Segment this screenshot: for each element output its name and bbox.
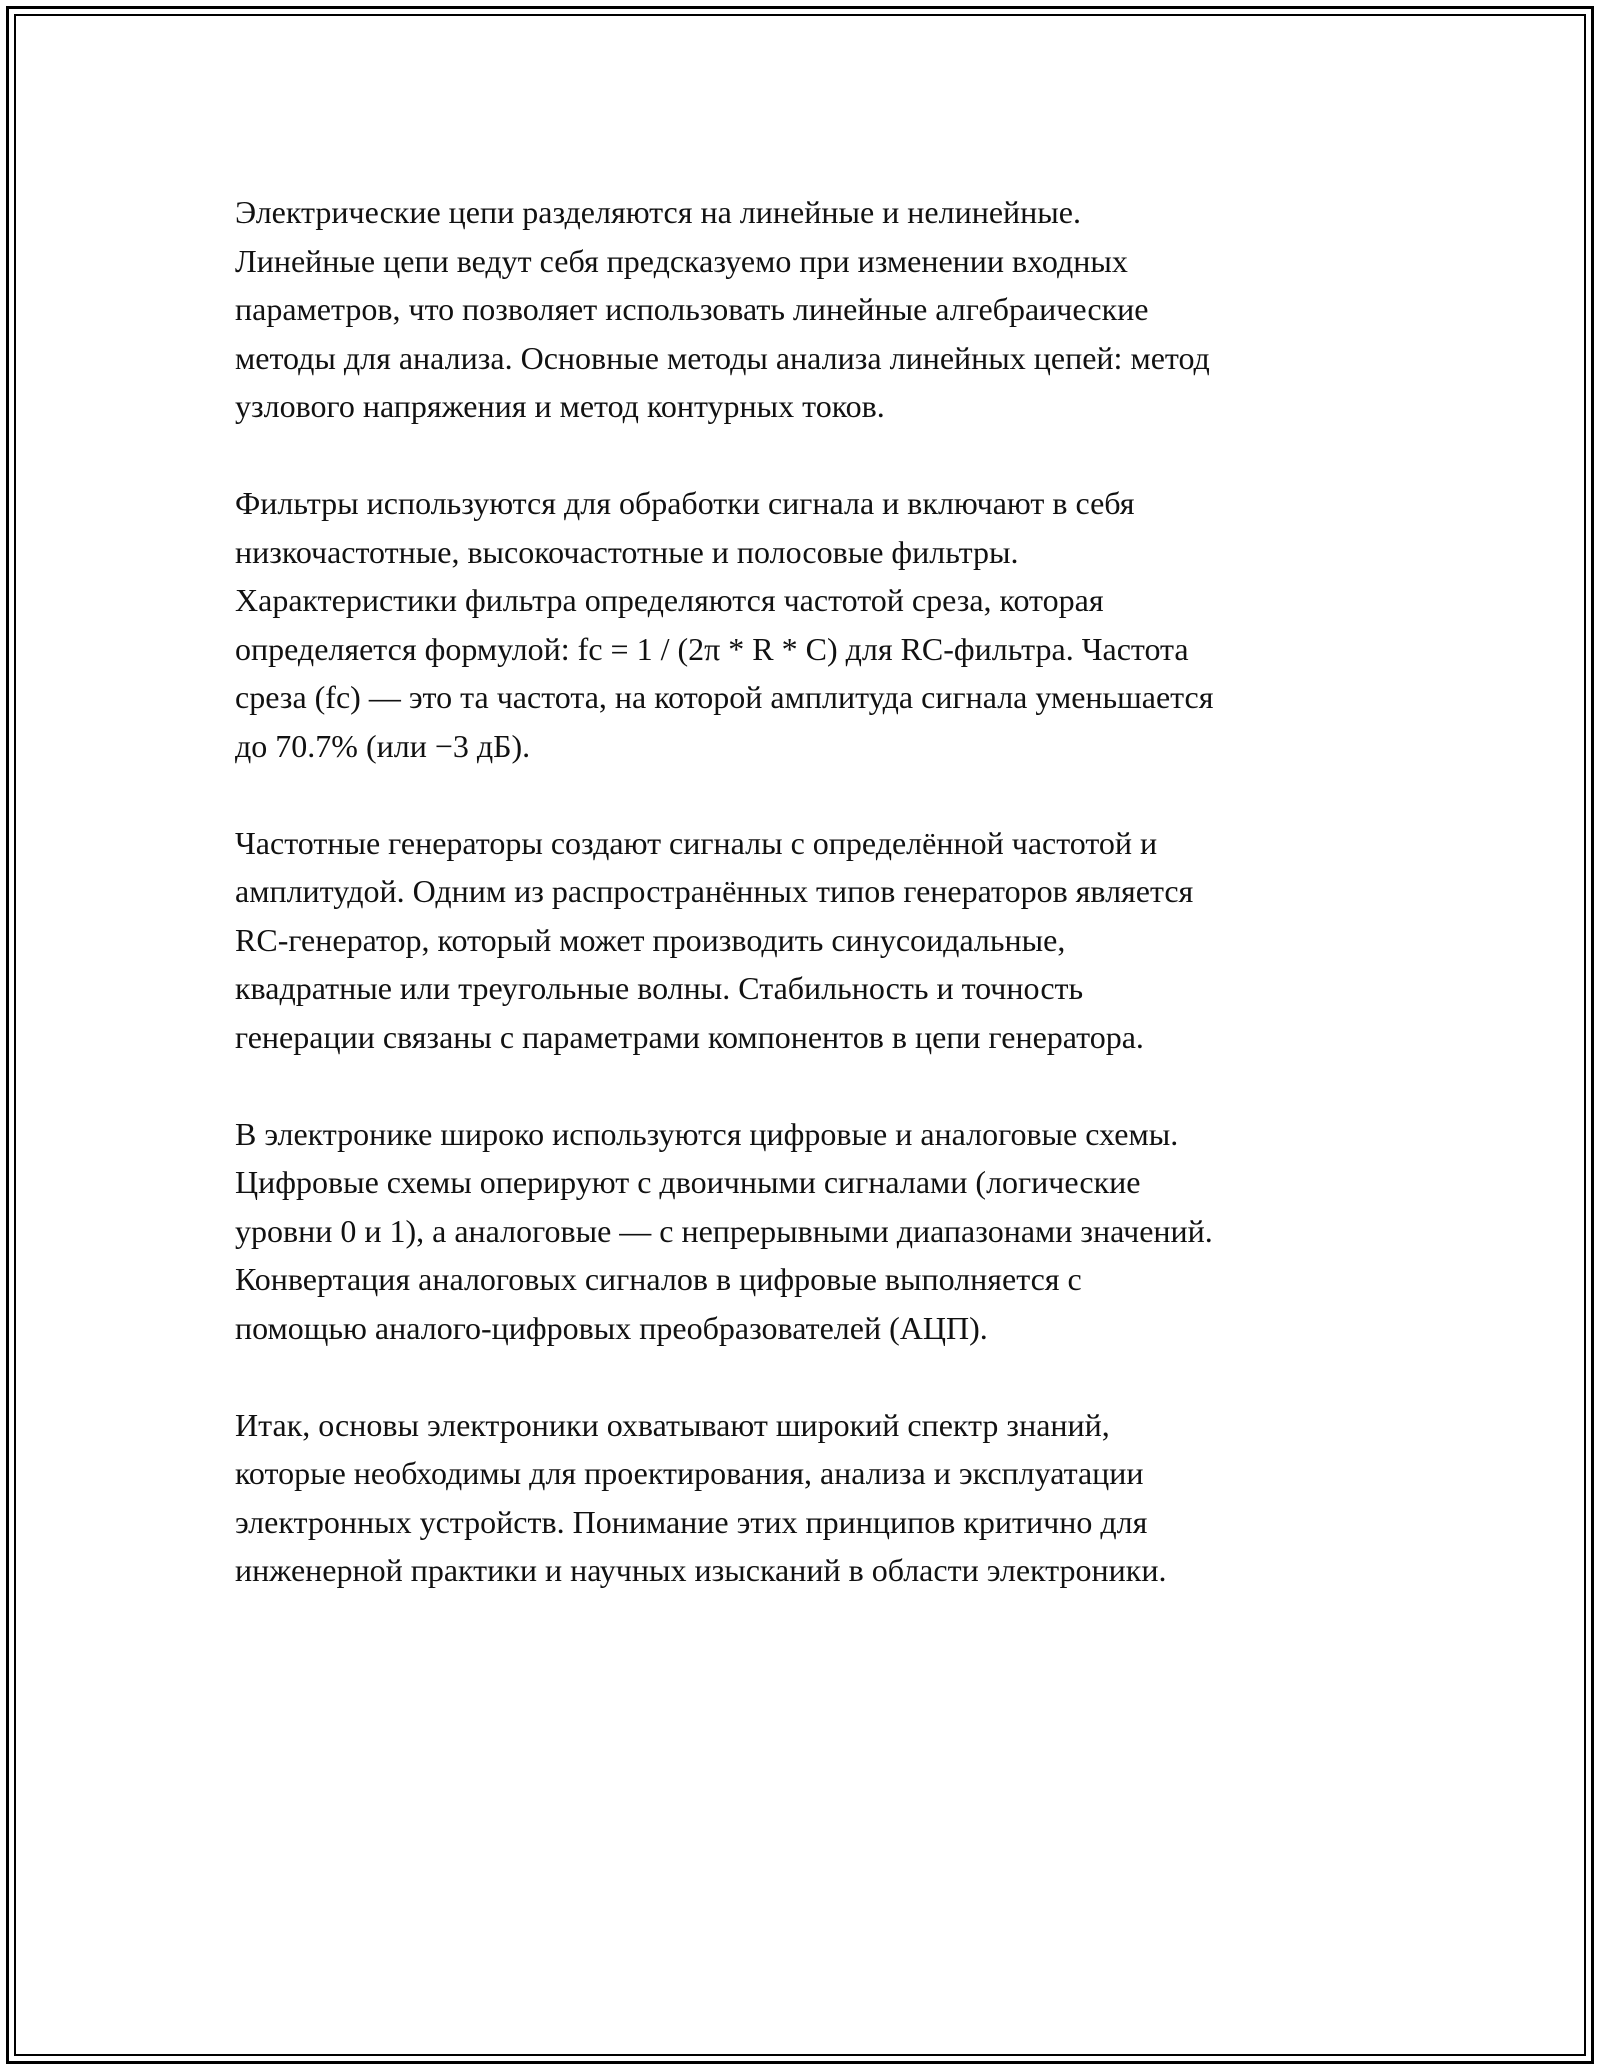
text-line: RC-генератор, который может производить синусоидальные,: [235, 921, 1066, 958]
text-line: квадратные или треугольные волны. Стабильность и точность: [235, 970, 1084, 1006]
text-line: которые необходимы для проектирования, анализа и эксплуатации: [235, 1455, 1144, 1491]
text-line: помощью аналого-цифровых преобразователей (АЦП).: [235, 1309, 988, 1346]
text-line: Частотные генераторы создают сигналы с определённой частотой и: [235, 824, 1158, 861]
text-line: Итак, основы электроники охватывают широкий спектр знаний,: [235, 1406, 1110, 1443]
text-line: инженерной практики и научных изысканий в области электроники.: [235, 1552, 1167, 1588]
text-line: Линейные цепи ведут себя предсказуемо при изменении входных: [235, 242, 1128, 279]
paragraph-conclusion: [235, 1401, 1375, 1595]
text-line: электронных устройств. Понимание этих принципов критично для: [235, 1503, 1148, 1540]
text-line: В электронике широко используются цифровые и аналоговые схемы.: [235, 1115, 1179, 1152]
text-line: Конвертация аналоговых сигналов в цифровые выполняется с: [235, 1261, 1082, 1297]
text-line: генерации связаны с параметрами компонентов в цепи генератора.: [235, 1018, 1144, 1055]
text-line: уровни 0 и 1), а аналоговые — с непрерывными диапазонами значений.: [235, 1212, 1213, 1249]
text-line: до 70.7% (или −3 дБ).: [235, 727, 531, 764]
paragraph-linear-circuits: [235, 188, 1375, 431]
text-line: амплитудой. Одним из распространённых типов генераторов является: [235, 873, 1194, 909]
text-line: низкочастотные, высокочастотные и полосовые фильтры.: [235, 533, 1019, 570]
paragraph-digital-analog: [235, 1110, 1375, 1353]
paragraph-filters: [235, 479, 1375, 770]
text-line: среза (fc) — это та частота, на которой амплитуда сигнала уменьшается: [235, 679, 1214, 715]
text-line: Фильтры используются для обработки сигнала и включают в себя: [235, 485, 1135, 521]
text-line: Электрические цепи разделяются на линейные и нелинейные.: [235, 194, 1081, 230]
text-line: Цифровые схемы оперируют с двоичными сигналами (логические: [235, 1164, 1141, 1200]
text-line: Характеристики фильтра определяются частотой среза, которая: [235, 582, 1104, 618]
text-line: определяется формулой: fc = 1 / (2π * R * C) для RC-фильтра. Частота: [235, 630, 1189, 667]
paragraph-generators: [235, 819, 1375, 1062]
document-body: [235, 188, 1375, 1643]
text-line: методы для анализа. Основные методы анализа линейных цепей: метод: [235, 339, 1210, 376]
text-line: узлового напряжения и метод контурных токов.: [235, 388, 885, 424]
text-line: параметров, что позволяет использовать линейные алгебраические: [235, 291, 1149, 327]
